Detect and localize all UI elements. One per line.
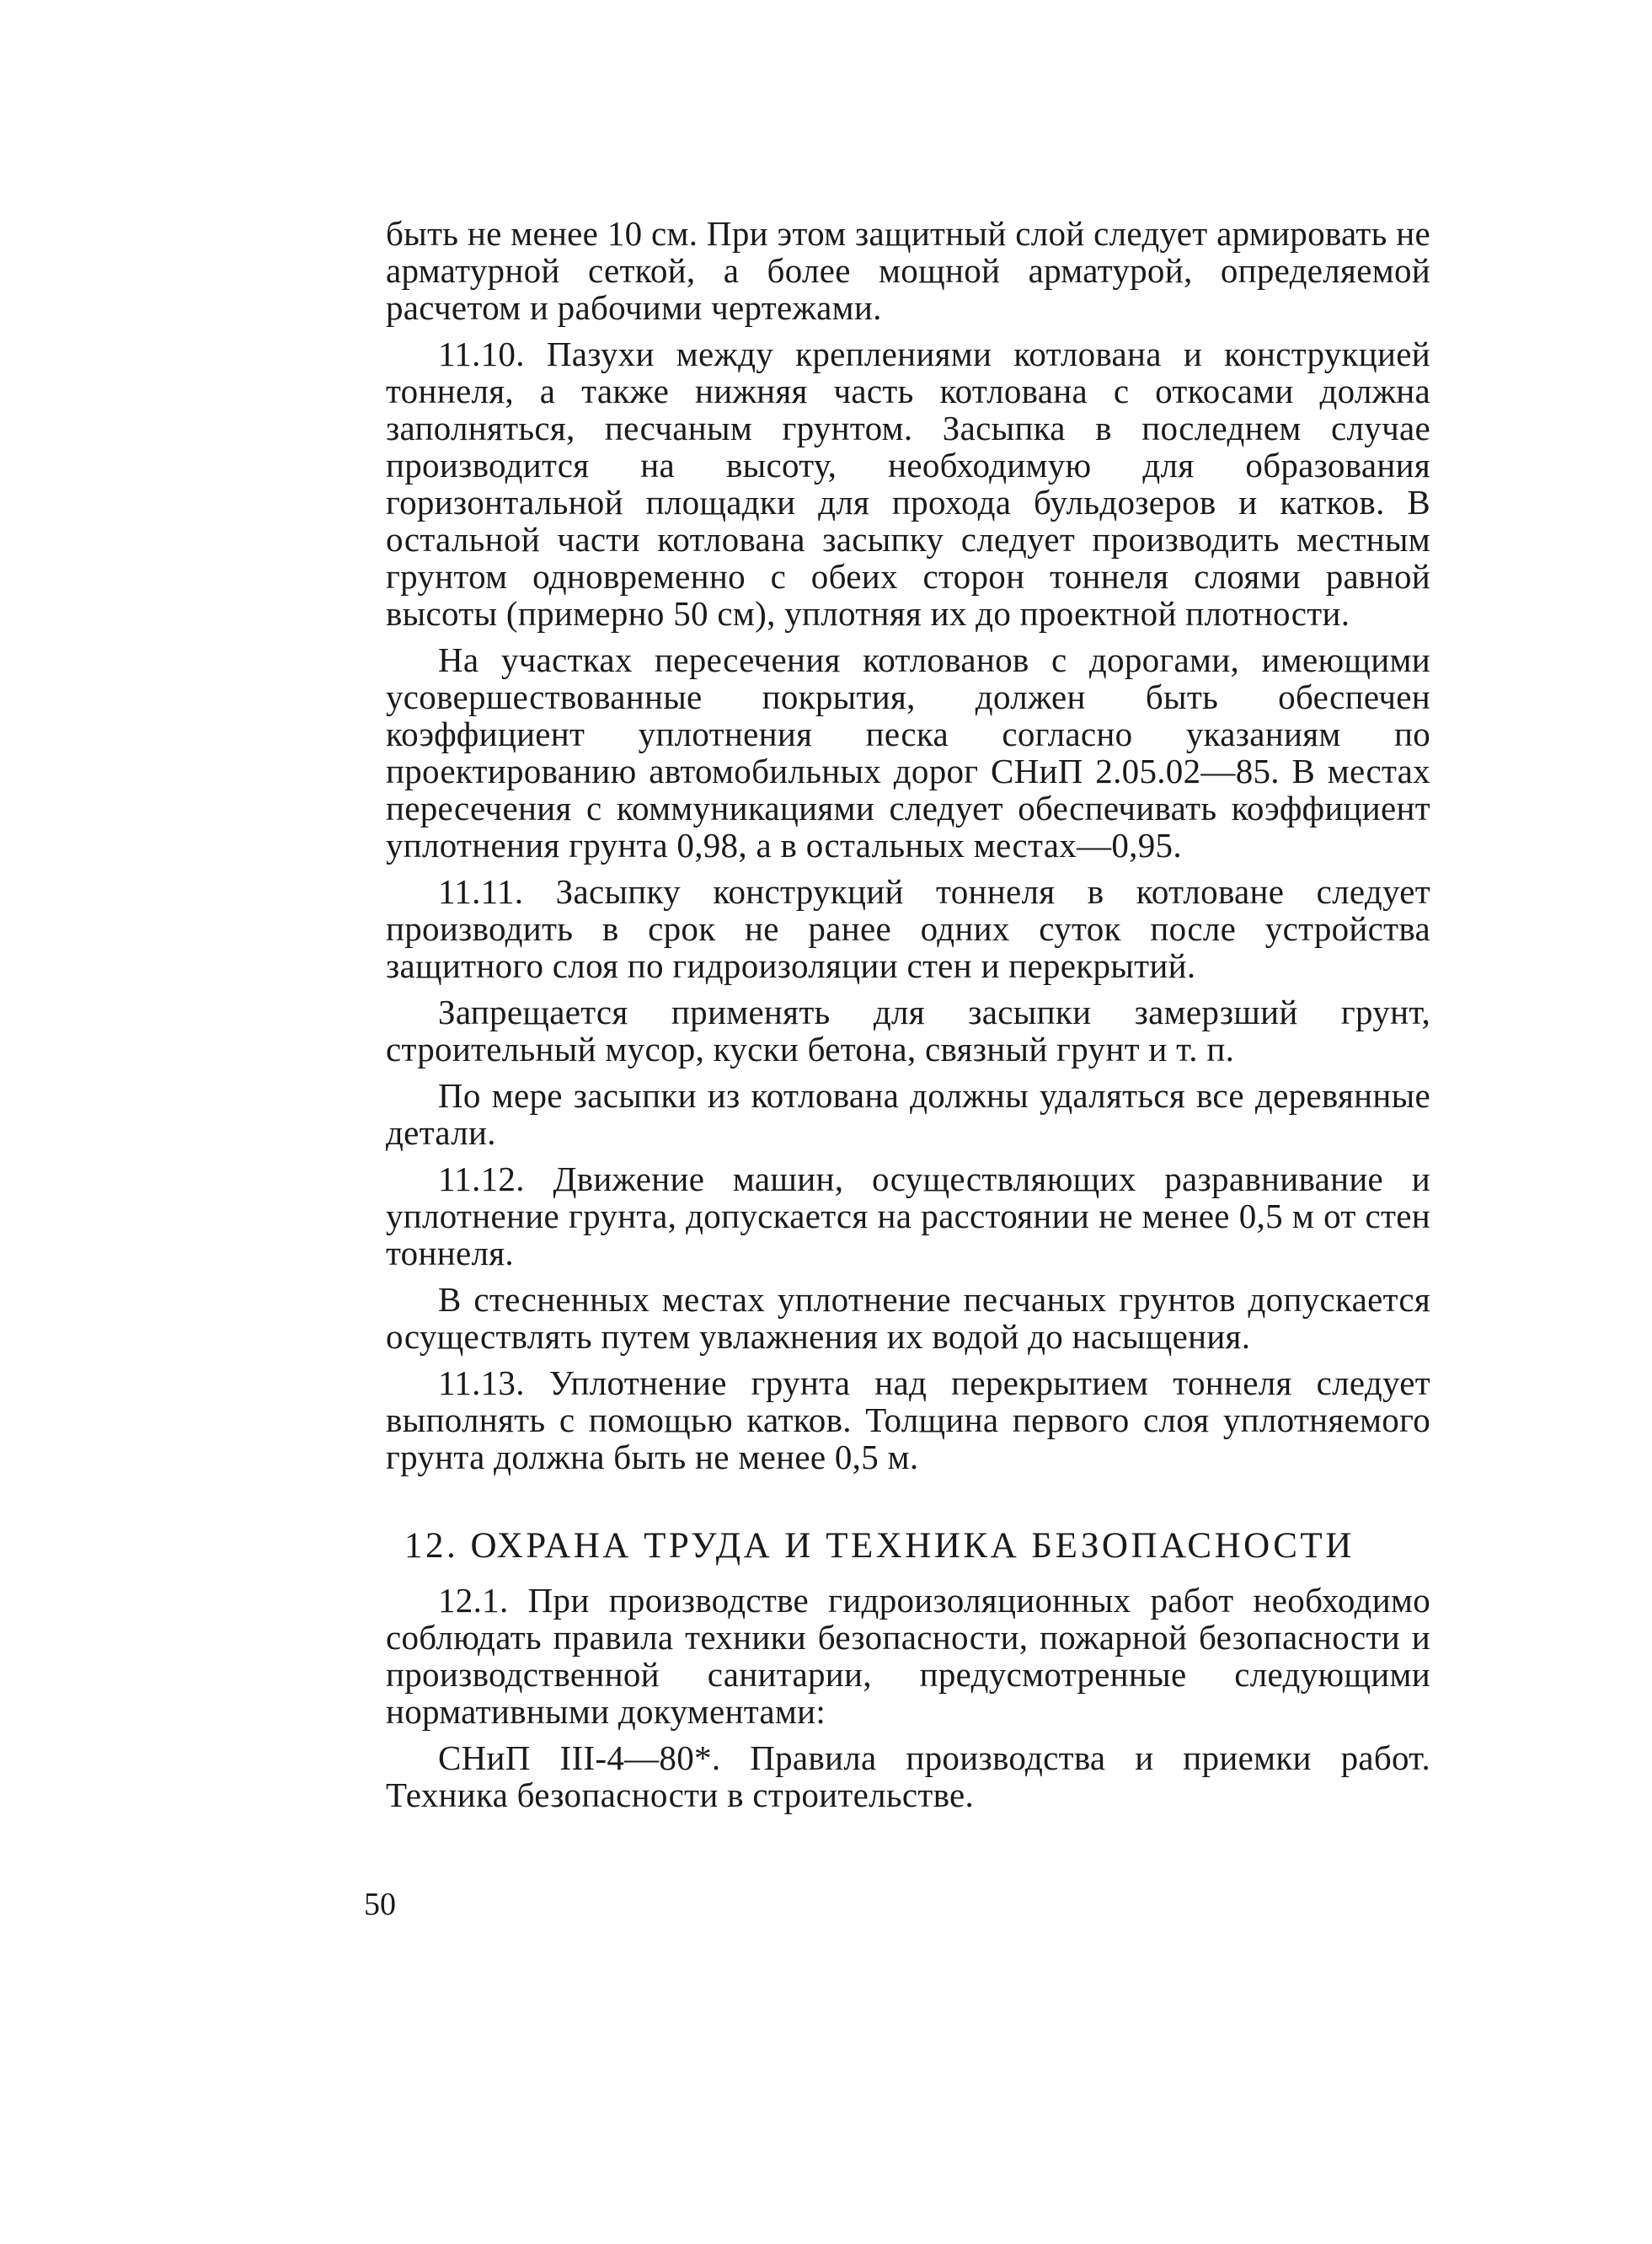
paragraph-12-1: 12.1. При производстве гидроизоляционных работ необходимо соблюдать правила техники безопасности, пожарной безопасности и производственной санитарии, предусмотренные следующими нормативными документами: [386,1581,1430,1731]
paragraph-11-13: 11.13. Уплотнение грунта над перекрытием тоннеля следует выполнять с помощью катков. Толщина первого слоя уплотняемого грунта должна быть не менее 0,5 м. [386,1363,1430,1476]
paragraph-prohibited-materials: Запрещается применять для засыпки замерзший грунт, строительный мусор, куски бетона, связный грунт и т. п. [386,993,1430,1068]
paragraph-snip-reference: СНиП III-4—80*. Правила производства и приемки работ. Техника безопасности в строительстве. [386,1738,1430,1814]
paragraph-11-10: 11.10. Пазухи между креплениями котлована и конструкцией тоннеля, а также нижняя часть котлована с откосами должна заполняться, песчаным грунтом. Засыпка в последнем случае производится на высоту, необходимую для образования горизонтальной площадки для прохода бульдозеров и катков. В остальной части котлована засыпку следует производить местным грунтом одновременно с обеих сторон тоннеля слоями равной высоты (примерно 50 см), уплотняя их до проектной плотности. [386,335,1430,633]
paragraph-11-12: 11.12. Движение машин, осуществляющих разравнивание и уплотнение грунта, допускается на расстоянии не менее 0,5 м от стен тоннеля. [386,1159,1430,1272]
paragraph-wooden-parts: По мере засыпки из котлована должны удаляться все деревянные детали. [386,1076,1430,1152]
paragraph-continuation: быть не менее 10 см. При этом защитный слой следует армировать не арматурной сеткой, а более мощной арматурой, определяемой расчетом и рабочими чертежами. [386,214,1430,327]
paragraph-11-11: 11.11. Засыпку конструкций тоннеля в котловане следует производить в срок не ранее одних суток после устройства защитного слоя по гидроизоляции стен и перекрытий. [386,872,1430,985]
section-heading-12: 12. ОХРАНА ТРУДА И ТЕХНИКА БЕЗОПАСНОСТИ [404,1526,1355,1566]
paragraph-confined-places: В стесненных местах уплотнение песчаных грунтов допускается осуществлять путем увлажнения их водой до насыщения. [386,1280,1430,1356]
body-text [386,215,1430,1823]
paragraph-road-crossings: На участках пересечения котлованов с дорогами, имеющими усовершествованные покрытия, должен быть обеспечен коэффициент уплотнения песка согласно указаниям по проектированию автомобильных дорог СНиП 2.05.02—85. В местах пересечения с коммуникациями следует обеспечивать коэффициент уплотнения грунта 0,98, а в остальных местах—0,95. [386,640,1430,865]
page-number: 50 [364,1887,396,1922]
